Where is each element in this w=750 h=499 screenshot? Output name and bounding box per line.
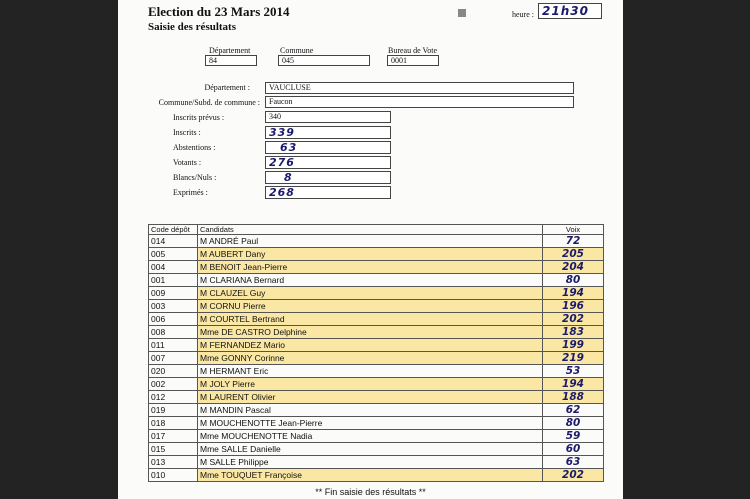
results-header-row — [149, 225, 604, 235]
cell-voix: 199 — [543, 339, 604, 352]
photo-background-left — [0, 0, 118, 499]
blancs-nuls-label: Blancs/Nuls : — [173, 173, 217, 182]
cell-code-depot: 013 — [149, 456, 198, 469]
table-row — [149, 326, 604, 339]
table-row — [149, 469, 604, 482]
commune-name-field: Faucon — [265, 96, 574, 108]
cell-voix: 63 — [543, 456, 604, 469]
table-row — [149, 378, 604, 391]
table-row — [149, 404, 604, 417]
time-field: 21h30 — [538, 3, 602, 19]
cell-voix: 53 — [543, 365, 604, 378]
result-sheet — [118, 0, 623, 499]
table-row — [149, 300, 604, 313]
cell-code-depot: 020 — [149, 365, 198, 378]
cell-candidat: M CLARIANA Bernard — [198, 274, 543, 287]
bureau-label: Bureau de Vote — [388, 46, 438, 55]
cell-candidat: M LAURENT Olivier — [198, 391, 543, 404]
exprimes-field: 268 — [265, 186, 391, 199]
cell-voix: 59 — [543, 430, 604, 443]
cell-code-depot: 003 — [149, 300, 198, 313]
table-row — [149, 443, 604, 456]
corner-mark — [458, 9, 466, 17]
time-label: heure : — [512, 10, 534, 19]
end-of-entry-note: ** Fin saisie des résultats ** — [315, 487, 426, 497]
inscrits-prevus-field: 340 — [265, 111, 391, 123]
table-row — [149, 456, 604, 469]
cell-code-depot: 017 — [149, 430, 198, 443]
cell-voix: 202 — [543, 469, 604, 482]
table-row — [149, 235, 604, 248]
cell-candidat: M MOUCHENOTTE Jean-Pierre — [198, 417, 543, 430]
departement-field: VAUCLUSE — [265, 82, 574, 94]
abstentions-field: 63 — [265, 141, 391, 154]
cell-candidat: M COURTEL Bertrand — [198, 313, 543, 326]
cell-candidat: Mme TOUQUET Françoise — [198, 469, 543, 482]
election-title: Election du 23 Mars 2014 — [148, 4, 290, 19]
cell-code-depot: 007 — [149, 352, 198, 365]
cell-candidat: Mme SALLE Danielle — [198, 443, 543, 456]
cell-voix: 196 — [543, 300, 604, 313]
cell-code-depot: 010 — [149, 469, 198, 482]
cell-candidat: M SALLE Philippe — [198, 456, 543, 469]
table-row — [149, 365, 604, 378]
commune-name-label: Commune/Subd. de commune : — [158, 98, 260, 107]
cell-voix: 62 — [543, 404, 604, 417]
commune-code-label: Commune — [280, 46, 314, 55]
cell-voix: 205 — [543, 248, 604, 261]
cell-candidat: M ANDRÉ Paul — [198, 235, 543, 248]
exprimes-label: Exprimés : — [173, 188, 208, 197]
cell-voix: 80 — [543, 417, 604, 430]
cell-candidat: Mme MOUCHENOTTE Nadia — [198, 430, 543, 443]
cell-voix: 183 — [543, 326, 604, 339]
cell-voix: 204 — [543, 261, 604, 274]
cell-voix: 60 — [543, 443, 604, 456]
table-row — [149, 417, 604, 430]
table-row — [149, 287, 604, 300]
inscrits-prevus-label: Inscrits prévus : — [173, 113, 225, 122]
cell-candidat: M CORNU Pierre — [198, 300, 543, 313]
table-row — [149, 352, 604, 365]
table-row — [149, 261, 604, 274]
inscrits-field: 339 — [265, 126, 391, 139]
cell-code-depot: 005 — [149, 248, 198, 261]
cell-code-depot: 014 — [149, 235, 198, 248]
cell-code-depot: 006 — [149, 313, 198, 326]
cell-code-depot: 018 — [149, 417, 198, 430]
results-table — [148, 224, 604, 482]
cell-voix: 219 — [543, 352, 604, 365]
cell-voix: 80 — [543, 274, 604, 287]
cell-code-depot: 004 — [149, 261, 198, 274]
cell-candidat: Mme GONNY Corinne — [198, 352, 543, 365]
votants-field: 276 — [265, 156, 391, 169]
table-row — [149, 430, 604, 443]
photo-background-right — [623, 0, 750, 499]
table-row — [149, 248, 604, 261]
dept-code-label: Département — [209, 46, 251, 55]
cell-code-depot: 011 — [149, 339, 198, 352]
table-row — [149, 313, 604, 326]
col-header-code: Code dépôt — [149, 225, 198, 235]
cell-candidat: M AUBERT Dany — [198, 248, 543, 261]
cell-candidat: Mme DE CASTRO Delphine — [198, 326, 543, 339]
cell-code-depot: 019 — [149, 404, 198, 417]
cell-voix: 188 — [543, 391, 604, 404]
cell-candidat: M JOLY Pierre — [198, 378, 543, 391]
cell-voix: 194 — [543, 378, 604, 391]
cell-candidat: M CLAUZEL Guy — [198, 287, 543, 300]
table-row — [149, 274, 604, 287]
departement-label: Département : — [204, 83, 250, 92]
cell-candidat: M FERNANDEZ Mario — [198, 339, 543, 352]
cell-code-depot: 001 — [149, 274, 198, 287]
commune-code-field: 045 — [278, 55, 370, 66]
col-header-voix: Voix — [543, 225, 604, 235]
cell-code-depot: 002 — [149, 378, 198, 391]
inscrits-label: Inscrits : — [173, 128, 201, 137]
table-row — [149, 391, 604, 404]
col-header-candidats: Candidats — [198, 225, 543, 235]
cell-voix: 194 — [543, 287, 604, 300]
cell-voix: 72 — [543, 235, 604, 248]
cell-candidat: M HERMANT Eric — [198, 365, 543, 378]
cell-candidat: M MANDIN Pascal — [198, 404, 543, 417]
cell-code-depot: 009 — [149, 287, 198, 300]
table-row — [149, 339, 604, 352]
abstentions-label: Abstentions : — [173, 143, 216, 152]
cell-code-depot: 012 — [149, 391, 198, 404]
cell-voix: 202 — [543, 313, 604, 326]
cell-code-depot: 015 — [149, 443, 198, 456]
blancs-nuls-field: 8 — [265, 171, 391, 184]
bureau-field: 0001 — [387, 55, 439, 66]
form-subtitle: Saisie des résultats — [148, 21, 236, 33]
votants-label: Votants : — [173, 158, 202, 167]
dept-code-field: 84 — [205, 55, 257, 66]
cell-code-depot: 008 — [149, 326, 198, 339]
cell-candidat: M BENOIT Jean-Pierre — [198, 261, 543, 274]
